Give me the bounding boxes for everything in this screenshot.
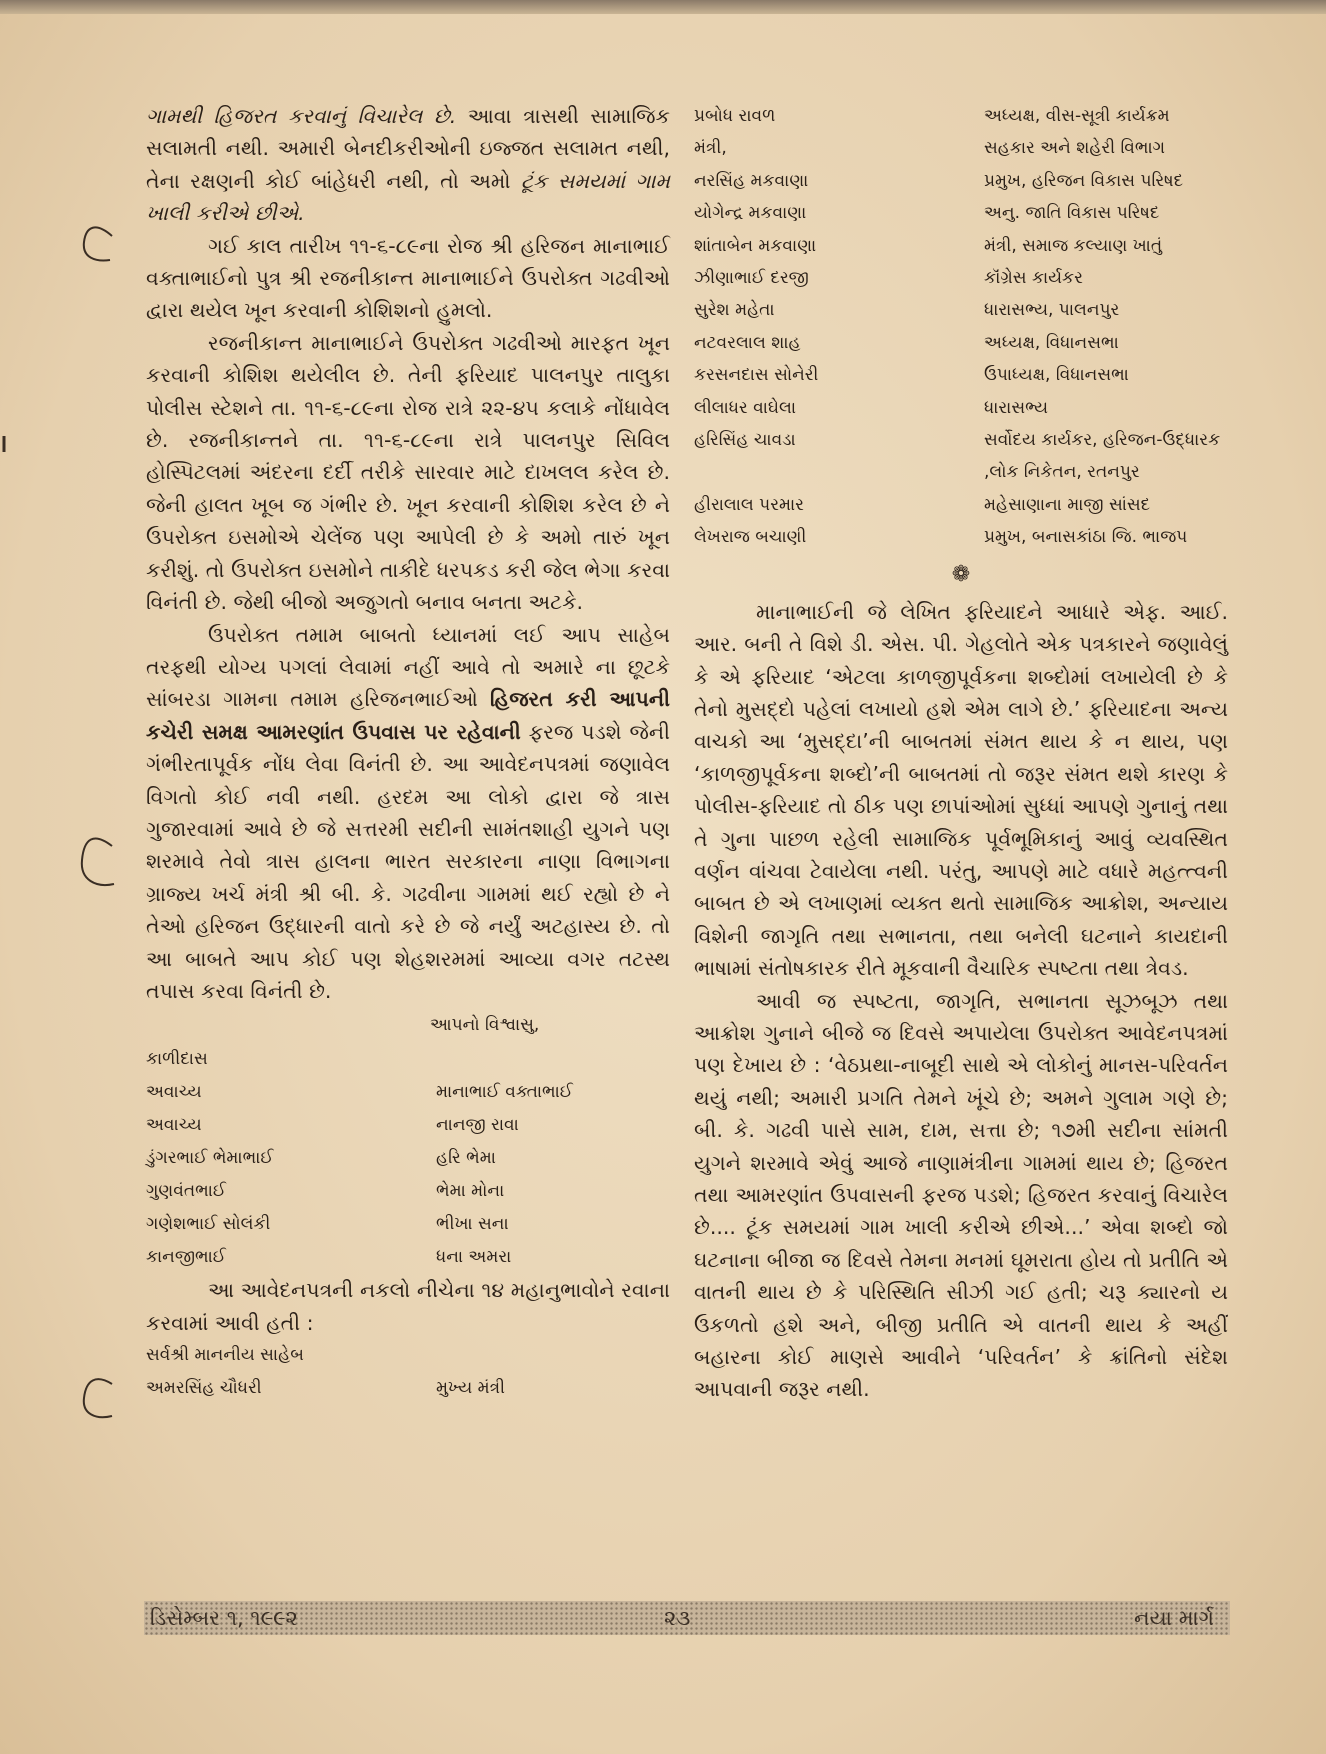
right-column [694, 100, 1228, 1406]
signatory-name: અવાચ્ય [146, 1082, 202, 1103]
left-column [146, 100, 670, 1404]
recipients-intro: સર્વશ્રી માનનીય સાહેબ [146, 1345, 304, 1366]
section-ornament-icon: ❁ [951, 561, 971, 587]
paragraph-clarity: આવી જ સ્પષ્ટતા, જાગૃતિ, સભાનતા સૂઝબૂઝ તથા આક્રોશ ગુનાને બીજે જ દિવસે અપાયેલા ઉપરોક્ત આવેદનપત્રમાં પણ દેખાય છે : ‘વેઠપ્રથા-નાબૂદી સાથે એ લોકોનું માનસ-પરિવર્તન થયું નથી; અમારી પ્રગતિ તેમને ખૂંચે છે; અમને ગુલામ ગણે છે; બી. કે. ગઢવી પાસે સામ, દામ, સત્તા છે; ૧૭મી સદીના સાંમતી યુગને શરમાવે એવું આજે નાણામંત્રીના ગામમાં થાય છે; હિજરત તથા આમરણાંત ઉપવાસની ફરજ પડશે; હિજરત કરવાનું વિચારેલ છે.... ટૂંક સમયમાં ગામ ખાલી કરીએ છીએ...’ એવા શબ્દો જો ઘટનાના બીજા જ દિવસે તેમના મનમાં ઘૂમરાતા હોય તો પ્રતીતિ એ વાતની થાય છે કે પરિસ્થિતિ સીઝી ગઈ હતી; ચરૂ ક્યારનો ય ઉકળતો હશે અને, બીજી પ્રતીતિ એ વાતની થાય કે અહીં બહારના કોઈ માણસે આવીને ‘પરિવર્તન’ કે ક્રાંતિનો સંદેશ આપવાની જરૂર નથી. [694, 988, 1228, 1402]
signatory-name: ભેમા મોના [436, 1181, 505, 1202]
page-top-edge [0, 0, 1326, 14]
recipient-name: શાંતાબેન મકવાણા [694, 235, 817, 256]
pencil-bracket-mark [82, 838, 114, 885]
recipient-title: અધ્યક્ષ, વિધાનસભા [984, 332, 1119, 353]
recipient-name: પ્રબોધ રાવળ [694, 106, 776, 126]
recipient-name: લીલાધર વાઘેલા [694, 397, 796, 418]
signatory-name: ભીખા સના [436, 1214, 509, 1235]
signatory-name: ગુણવંતભાઈ [146, 1181, 226, 1202]
italic-phrase: ટૂંક સમયમાં ગામ ખાલી કરીએ છીએ. [146, 168, 670, 226]
recipient-title: ધારાસભ્ય [984, 397, 1048, 418]
recipient-title: અનુ. જાતિ વિકાસ પરિષદ [984, 203, 1160, 224]
recipient-name: મંત્રી, [694, 138, 727, 159]
page-footer [144, 1601, 1230, 1635]
recipient-name: હરિસિંહ ચાવડા [694, 430, 796, 451]
signatory-name [436, 1043, 670, 1076]
paragraph-attack: ગઈ કાલ તારીખ ૧૧-૬-૮૯ના રોજ શ્રી હરિજન માનાભાઈ વક્તાભાઈનો પુત્ર શ્રી રજનીકાન્ત માનાભાઈને ઉપરોક્ત ગઢવીઓ દ્વારા થયેલ ખૂન કરવાની કોશિશનો હુમલો. [146, 233, 670, 323]
recipient-name: નટવરલાલ શાહ [694, 332, 801, 353]
signatory-name: કાળીદાસ [146, 1049, 208, 1070]
magazine-name: નયા માર્ગ [1134, 1606, 1214, 1630]
recipient-list-start [146, 1339, 670, 1404]
signatory-name: અવાચ્ય [146, 1115, 202, 1136]
signatory-name: કાનજીભાઈ [146, 1247, 226, 1268]
signatory-name: માનાભાઈ વક્તાભાઈ [436, 1082, 573, 1103]
recipient-name: લેખરાજ બચાણી [694, 527, 807, 548]
recipient-name: નરસિંહ મકવાણા [694, 170, 809, 191]
recipient-title: મહેસાણાના માજી સાંસદ [984, 494, 1151, 515]
recipient-title: ઉપાધ્યક્ષ, વિધાનસભા [984, 365, 1129, 386]
issue-date: ડિસેમ્બર ૧, ૧૯૯૨ [150, 1606, 298, 1630]
paragraph-fir: માનાભાઈની જે લેખિત ફરિયાદને આધારે એફ. આઈ. આર. બની તે વિશે ડી. એસ. પી. ગેહલોતે એક પત્રકારને જણાવેલું કે એ ફરિયાદ ‘એટલા કાળજીપૂર્વકના શબ્દોમાં લખાયેલી છે કે તેનો મુસદ્દો પહેલાં લખાયો હશે એમ લાગે છે.’ ફરિયાદના અન્ય વાચકો આ ‘મુસદ્દા’ની બાબતમાં સંમત થાય કે ન થાય, પણ ‘કાળજીપૂર્વકના શબ્દો’ની બાબતમાં તો જરૂર સંમત થશે કારણ કે પોલીસ-ફરિયાદ તો ઠીક પણ છાપાંઓમાં સુધ્ધાં આપણે ગુનાનું તથા તે ગુના પાછળ રહેલી સામાજિક પૂર્વભૂમિકાનું આવું વ્યવસ્થિત વર્ણન વાંચવા ટેવાયેલા નથી. પરંતુ, આપણે માટે વધારે મહત્ત્વની બાબત છે એ લખાણમાં વ્યક્ત થતો સામાજિક આક્રોશ, અન્યાય વિશેની જાગૃતિ તથા સભાનતા, તથા બનેલી ઘટનાને કાયદાની ભાષામાં સંતોષકારક રીતે મૂકવાની વૈચારિક સ્પષ્ટતા તથા ત્રેવડ. [694, 599, 1228, 981]
signatory-name: હરિ ભેમા [436, 1148, 496, 1169]
recipient-title: સહકાર અને શહેરી વિભાગ [984, 138, 1166, 159]
recipient-title: અધ્યક્ષ, વીસ-સૂત્રી કાર્યક્રમ [984, 106, 1170, 126]
pencil-bracket-mark [84, 1379, 112, 1417]
signatory-name: ગણેશભાઈ સોલંકી [146, 1214, 271, 1235]
page-number: ૨૩ [664, 1606, 691, 1630]
pencil-bracket-mark [84, 227, 112, 260]
paragraph-text: ઉપરોક્ત તમામ બાબતો ધ્યાનમાં લઈ આપ સાહેબ તરફથી યોગ્ય પગલાં લેવામાં નહીં આવે તો અમારે ના છૂટકે સાંબરડા ગામના તમામ હરિજનભાઈઓ [146, 622, 670, 712]
signatory-name: ડુંગરભાઈ ભેમાભાઈ [146, 1148, 274, 1169]
recipient-name: સુરેશ મહેતા [694, 300, 775, 321]
recipient-name: યોગેન્દ્ર મકવાણા [694, 203, 807, 224]
signatory-name: ધના અમરા [436, 1247, 512, 1268]
recipient-name: હીરાલાલ પરમાર [694, 494, 804, 515]
recipient-title: સર્વોદય કાર્યકર, હરિજન-ઉદ્ધારક ,લોક નિકેતન, રતનપુર [984, 430, 1221, 483]
recipient-title: ધારાસભ્ય, પાલનપુર [984, 300, 1120, 321]
recipient-name: અમરસિંહ ચૌધરી [146, 1377, 262, 1398]
recipient-name: કરસનદાસ સોનેરી [694, 365, 819, 386]
recipient-title: મુખ્ય મંત્રી [436, 1377, 505, 1398]
paragraph-copies: આ આવેદનપત્રની નકલો નીચેના ૧૪ મહાનુભાવોને રવાના કરવામાં આવી હતી : [146, 1278, 670, 1335]
italic-phrase: ગામથી હિજરત કરવાનું વિચારેલ છે. [146, 104, 457, 128]
recipient-name: ઝીણાભાઈ દરજી [694, 268, 809, 289]
recipient-title: પ્રમુખ, હરિજન વિકાસ પરિષદ [984, 170, 1184, 191]
recipient-list [694, 100, 1228, 554]
signoff: આપનો વિશ્વાસુ, [430, 1015, 540, 1036]
paragraph-demand [146, 619, 670, 1008]
bold-phrase: હિજરત કરી આપની કચેરી સમક્ષ આમરણાંત ઉપવાસ પર રહેવાની [146, 687, 670, 744]
paragraph-threat [146, 100, 670, 230]
recipient-title: મંત્રી, સમાજ કલ્યાણ ખાતું [984, 235, 1163, 256]
recipient-title: પ્રમુખ, બનાસકાંઠા જિ. ભાજપ [984, 527, 1188, 548]
paragraph-complaint: રજનીકાન્ત માનાભાઈને ઉપરોક્ત ગઢવીઓ મારફત ખૂન કરવાની કોશિશ થયેલીલ છે. તેની ફરિયાદ પાલનપુર તાલુકા પોલીસ સ્ટેશને તા. ૧૧-૬-૮૯ના રોજ રાત્રે ૨૨-૪૫ કલાકે નોંધાવેલ છે. રજનીકાન્તને તા. ૧૧-૬-૮૯ના રાત્રે પાલનપુર સિવિલ હોસ્પિટલમાં અંદરના દર્દી તરીકે સારવાર માટે દાખલલ કરેલ છે. જેની હાલત ખૂબ જ ગંભીર છે. ખૂન કરવાની કોશિશ કરેલ છે ને ઉપરોક્ત ઇસમોએ ચેલેંજ પણ આપેલી છે કે અમો તારું ખૂન કરીશું. તો ઉપરોક્ત ઇસમોને તાકીદે ધરપકડ કરી જેલ ભેગા કરવા વિનંતી છે. જેથી બીજો અજુગતો બનાવ બનતા અટકે. [146, 330, 670, 615]
paragraph-text: ફરજ પડશે જેની ગંભીરતાપૂર્વક નોંધ લેવા વિનંતી છે. આ આવેદનપત્રમાં જણાવેલ વિગતો કોઈ નવી નથી. હરદમ આ લોકો દ્વારા જે ત્રાસ ગુજારવામાં આવે છે જે સત્તરમી સદીની સામંતશાહી યુગને પણ શરમાવે તેવો ત્રાસ હાલના ભારત સરકારના નાણા વિભાગના ગ્રાજ્ય ખર્ચ મંત્રી શ્રી બી. કે. ગઢવીના ગામમાં થઈ રહ્યો છે ને તેઓ હરિજન ઉદ્ધારની વાતો કરે છે જે નર્યું અટહાસ્ય છે. તો આ બાબતે આપ કોઈ પણ શેહશરમમાં આવ્યા વગર તટસ્થ તપાસ કરવા વિનંતી છે. [146, 719, 670, 1003]
recipient-title: કૉંગ્રેસ કાર્યકર [984, 268, 1083, 289]
signatory-list [146, 1043, 670, 1274]
signatory-name: નાનજી રાવા [436, 1115, 519, 1136]
paragraph-text: આવા ત્રાસથી સામાજિક સલામતી નથી. અમારી બેનદીકરીઓની ઇજ્જત સલામત નથી, તેના રક્ષણની કોઈ બાંહેધરી નથી, તો અમો [146, 104, 670, 193]
